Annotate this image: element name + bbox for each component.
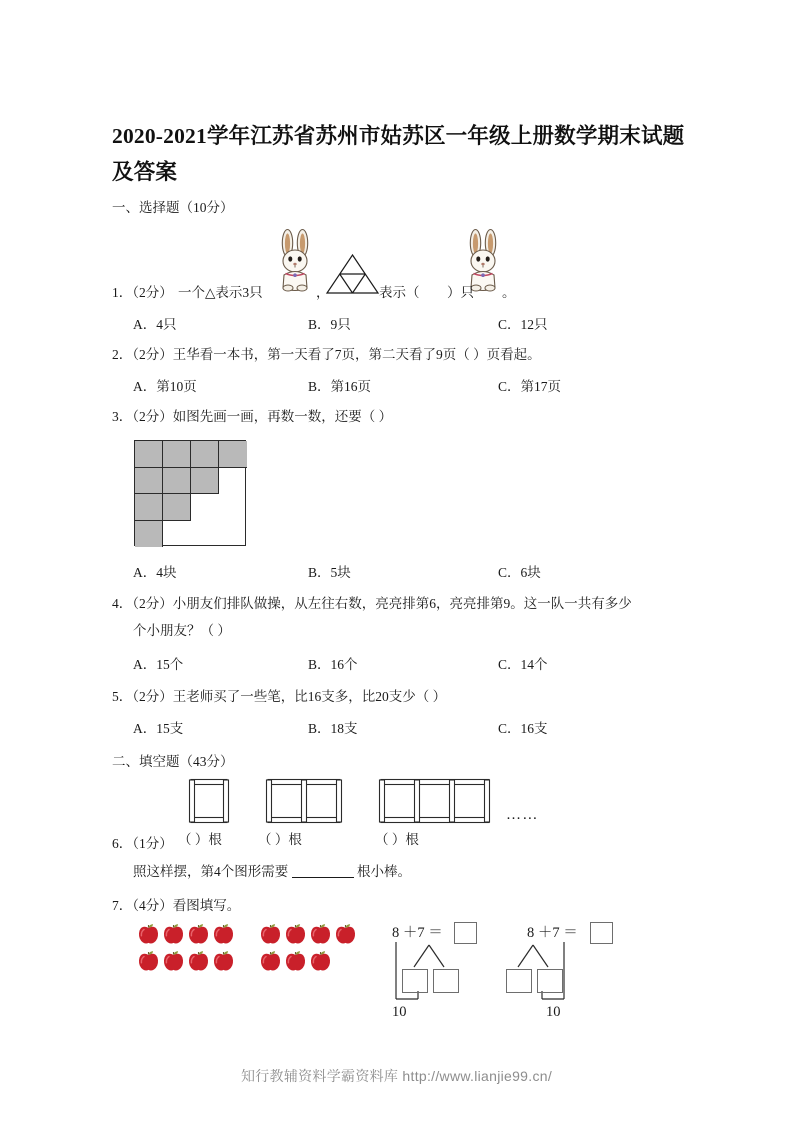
question-5-option-b[interactable]: B．18支 (308, 721, 358, 736)
grid-cell (135, 468, 163, 495)
question-4-text-line1: 4．（2分）小朋友们排队做操，从左往右数，亮亮排第6，亮亮排第9。这一队一共有多少 (112, 596, 632, 611)
apple-icon (186, 921, 211, 946)
question-5-text: 5．（2分）王老师买了一些笔，比16支多，比20支少（ ） (112, 689, 447, 704)
question-5-option-c[interactable]: C．16支 (498, 721, 548, 736)
question-1-option-c[interactable]: C．12只 (498, 317, 548, 332)
matchstick-figure-2 (265, 777, 343, 825)
apple-icon (283, 948, 308, 973)
question-3-option-b[interactable]: B．5块 (308, 565, 351, 580)
question-6-prefix: 6．（1分） (112, 836, 173, 851)
question-6-subtext (133, 862, 411, 882)
apple-icon (136, 921, 161, 946)
equation-diagram-left (392, 925, 504, 1025)
apple-icon (211, 948, 236, 973)
apple-row (136, 948, 236, 973)
question-3-option-c[interactable]: C．6块 (498, 565, 541, 580)
grid-cell (135, 494, 163, 521)
question-1-text: 一个△表示3只 (178, 285, 263, 300)
question-3-option-a[interactable]: A．4块 (133, 565, 177, 580)
question-2-text: 2．（2分）王华看一本书，第一天看了7页，第二天看了9页（ ）页看起。 (112, 347, 541, 362)
apple-row (136, 921, 236, 946)
question-1-text4: ）只 (447, 285, 474, 300)
question-1-option-b[interactable]: B．9只 (308, 317, 351, 332)
question-2-option-b[interactable]: B．第16页 (308, 379, 372, 394)
question-1-prefix: 1．（2分） (112, 285, 173, 300)
equation-bracket-label-right: 10 (546, 1004, 561, 1020)
matchstick-figure-3 (378, 777, 492, 825)
question-1-comma: ， (316, 285, 330, 300)
question-6-subtext-suffix: 根小棒。 (357, 864, 411, 879)
question-1-text3: 表示（ (379, 285, 420, 300)
apple-icon (308, 948, 333, 973)
question-7-text: 7．（4分）看图填写。 (112, 898, 241, 913)
grid-cell (163, 441, 191, 468)
question-6-answer-blank[interactable] (292, 865, 354, 878)
equation-expression-left: 8 ＋7 ＝ (392, 925, 443, 941)
equation-expression-right: 8 ＋7 ＝ (527, 925, 578, 941)
page-title: 2020-2021学年江苏省苏州市姑苏区一年级上册数学期末试题及答案 (112, 124, 685, 184)
apple-icon (136, 948, 161, 973)
apple-row (258, 948, 358, 973)
question-5-option-a[interactable]: A．15支 (133, 721, 184, 736)
question-6-caption-1: （ ）根 (178, 832, 222, 847)
apple-icon (258, 948, 283, 973)
matchstick-figure-1 (188, 777, 230, 825)
question-4-option-c[interactable]: C．14个 (498, 657, 548, 672)
question-4-text-line2: 个小朋友？（ ） (133, 623, 231, 638)
apple-icon (211, 921, 236, 946)
apple-icon (161, 921, 186, 946)
apple-icon (308, 921, 333, 946)
apple-group-1 (136, 921, 236, 973)
rabbit-icon-1 (272, 228, 318, 294)
question-3-text: 3．（2分）如图先画一画，再数一数，还要（ ） (112, 409, 393, 424)
section-heading-fill: 二、填空题（43分） (112, 754, 234, 769)
question-2-option-c[interactable]: C．第17页 (498, 379, 562, 394)
grid-cell (163, 468, 191, 495)
question-4-option-a[interactable]: A．15个 (133, 657, 184, 672)
apple-icon (161, 948, 186, 973)
question-1-option-a[interactable]: A．4只 (133, 317, 177, 332)
apple-icon (333, 921, 358, 946)
grid-cell (163, 494, 191, 521)
staircase-grid-figure (134, 440, 246, 546)
grid-cell (135, 441, 163, 468)
ellipsis-dots: …… (506, 807, 539, 823)
question-6-caption-3: （ ）根 (375, 832, 419, 847)
footer-watermark: 知行教辅资料学霸资料库 http://www.lianjie99.cn/ (240, 1068, 553, 1084)
triangle-figure (325, 253, 380, 295)
grid-cell (191, 468, 219, 495)
apple-icon (283, 921, 308, 946)
equation-bracket-label-left: 10 (392, 1004, 407, 1020)
question-1-period: 。 (502, 285, 516, 300)
section-heading-choice: 一、选择题（10分） (112, 200, 234, 215)
equation-split-box-right-2[interactable] (537, 969, 563, 993)
grid-cell (191, 441, 219, 468)
equation-diagram-right (512, 925, 630, 1025)
question-6-subtext-prefix: 照这样摆，第4个图形需要 (133, 864, 289, 879)
apple-row (258, 921, 358, 946)
equation-split-box-left-1[interactable] (402, 969, 428, 993)
apple-icon (258, 921, 283, 946)
question-2-option-a[interactable]: A．第10页 (133, 379, 197, 394)
equation-split-box-left-2[interactable] (433, 969, 459, 993)
equation-split-box-right-1[interactable] (506, 969, 532, 993)
apple-icon (186, 948, 211, 973)
grid-cell (135, 521, 163, 548)
question-6-caption-2: （ ）根 (258, 832, 302, 847)
grid-cell (219, 441, 247, 468)
apple-group-2 (258, 921, 358, 973)
question-4-option-b[interactable]: B．16个 (308, 657, 358, 672)
